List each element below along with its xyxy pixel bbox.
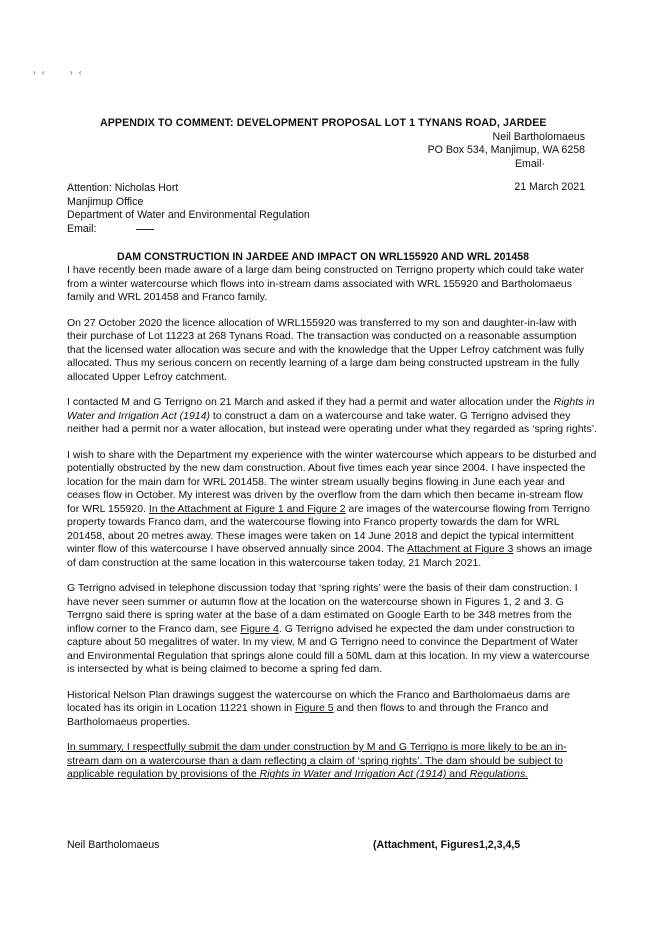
paragraph-1: I have recently been made aware of a large dam being constructed on Terrigno property which could take water from a winter watercourse which flows into in-stream dams associated with WRL 155920 and Bartholomaeus family and WRL 201458 and Franco family.: [67, 264, 584, 303]
paragraph-6: Historical Nelson Plan drawings suggest the watercourse on which the Franco and Bartholomaeus dams are located has its origin in Location 11221 shown in Figure 5 and then flows to and through the Franco and Bartholomaeus properties.: [67, 688, 571, 728]
regulations-title: Regulations.: [469, 768, 529, 780]
figure-5-reference: Figure 5: [295, 702, 334, 714]
recipient-email-label: Email:: [67, 222, 97, 235]
subject-heading: DAM CONSTRUCTION IN JARDEE AND IMPACT ON WRL155920 AND WRL 201458: [117, 251, 530, 263]
recipient-department: Department of Water and Environmental Regulation: [67, 209, 310, 221]
paragraph-2: On 27 October 2020 the licence allocation of WRL155920 was transferred to my son and daughter-in-law with their purchase of Lot 11223 at 268 Tynans Road. The transaction was conducted on a reasonable assumption that the licensed water allocation was secure and with the knowledge that the Upper Lefroy catchment was fully allocated. Thus my serious concern on recently learning of a large dam being constructed upstream in the fully allocated Upper Lefroy catchment.: [67, 316, 585, 383]
figure-4-reference: Figure 4: [240, 622, 279, 635]
act-title: Rights in Water and Irrigation Act (1914): [67, 396, 595, 422]
scan-speck-left: › ‹: [33, 68, 47, 77]
letter-date: 21 March 2021: [514, 181, 585, 194]
figure-1-2-reference: In the Attachment at Figure 1 and Figure 2: [148, 502, 346, 515]
paragraph-3: I contacted M and G Terrigno on 21 March and asked if they had a permit and water allocation under the Rights in Water and Irrigation Act (1914) to construct a dam on a watercourse and take water. G Terrigno advised they neither had a permit nor a water allocation, but instead were operating under what they regarded as ‘spring rights’.: [67, 396, 597, 435]
sender-address: PO Box 534, Manjimup, WA 6258: [427, 144, 585, 157]
recipient-block: [67, 182, 310, 236]
recipient-email-row: [67, 223, 310, 237]
recipient-attention: Attention: Nicholas Hort: [67, 182, 179, 194]
sender-email-label: Email·: [514, 157, 545, 170]
summary-paragraph: In summary, I respectfully submit the dam under construction by M and G Terrigno is more likely to be an in-stream dam on a watercourse than a dam reflecting a claim of ‘spring rights’. The dam should be subject to applicable regulation by provisions of the Rights in Water and Irrigation Act (1914) and Regulations.: [67, 741, 567, 780]
paragraph-4: I wish to share with the Department my experience with the winter watercourse which appears to be disturbed and potentially obstructed by the new dam construction. About five times each year since 2004. I have inspected the location for the main dam for WRL 201458. The winter stream usually begins flowing in June each year and ceases flow in October. My interest was driven by the overflow from the dam which then became in-stream flow for WRL 155920. In the Attachment at Figure 1 and Figure 2 are images of the watercourse flowing from Terrigno property towards Franco dam, and the watercourse flowing into Franco property towards the dam for WRL 201458, about 20 metres away. These images were taken on 14 June 2018 and depict the typical intermittent winter flow of this watercourse I have observed annually since 2004. The Attachment at Figure 3 shows an image of dam construction at the same location in this watercourse taken today, 21 March 2021.: [67, 448, 597, 569]
page-title: APPENDIX TO COMMENT: DEVELOPMENT PROPOSAL LOT 1 TYNANS ROAD, JARDEE: [100, 117, 547, 129]
sender-name: Neil Bartholomaeus: [492, 131, 585, 143]
letter-body: [67, 264, 597, 794]
recipient-office: Manjimup Office: [67, 195, 144, 208]
figure-3-reference: Attachment at Figure 3: [407, 543, 514, 555]
redacted-email-line: [136, 229, 154, 230]
scan-speck-right: › ‹: [70, 68, 84, 77]
attachment-note: (Attachment, Figures1,2,3,4,5: [373, 839, 521, 851]
paragraph-5: G Terrigno advised in telephone discussion today that ‘spring rights’ were the basis of their dam construction. I have never seen summer or autumn flow at the location on the watercourse shown in Figures 1, 2 and 3. G Terrgno said there is spring water at the base of a dam estimated on Google Earth to be 348 metres from the inflow corner to the Franco dam, see Figure 4. G Terrigno advised he expected the dam under construction to capture about 50 megalitres of water. In my view, M and G Terrigno need to convince the Department of Water and Environmental Regulation that springs alone could fill a 50ML dam at this location. In my view a watercourse is intersected by what is being claimed to become a spring fed dam.: [67, 582, 590, 675]
sender-block: [428, 131, 585, 195]
signature-name: Neil Bartholomaeus: [67, 839, 160, 851]
act-title-summary: Rights in Water and Irrigation Act (1914): [259, 768, 447, 780]
